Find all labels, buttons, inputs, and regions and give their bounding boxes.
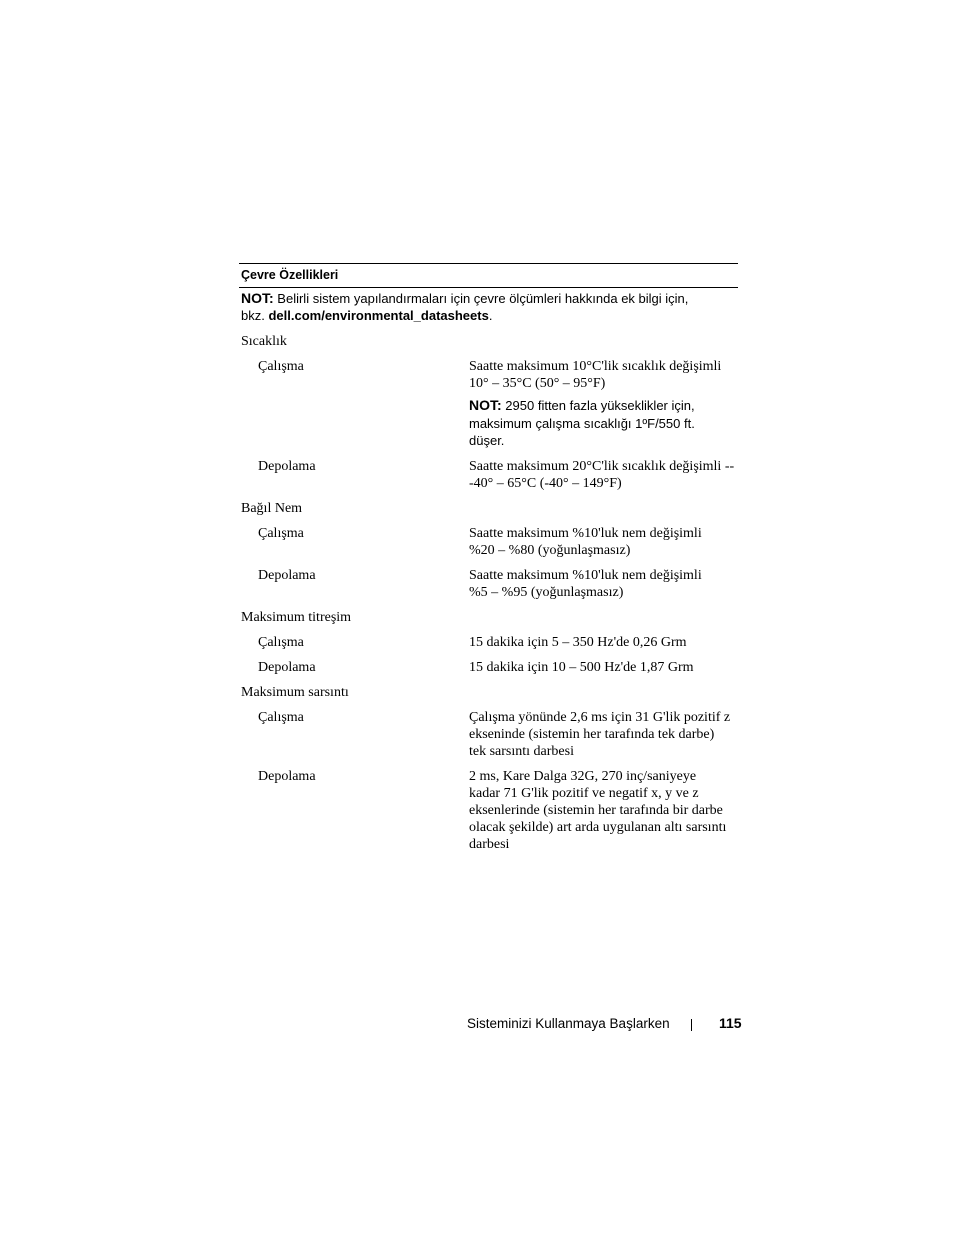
shock-storage-line4: olacak şekilde) art arda uygulanan altı sarsıntı [469,820,727,835]
humidity-storage-line2: %5 – %95 (yoğunlaşmasız) [469,585,624,600]
shock-storage-line1: 2 ms, Kare Dalga 32G, 270 inç/saniyeye [469,769,697,784]
footer-section-title: Sisteminizi Kullanmaya Başlarken [467,1016,670,1031]
altitude-note-label: NOT: [469,397,502,413]
temperature-operating-line2: 10° – 35°C (50° – 95°F) [469,376,606,391]
table-title-bar [239,263,738,288]
humidity-operating-label: Çalışma [258,526,304,541]
shock-operating-line1: Çalışma yönünde 2,6 ms için 31 G'lik pozitif z [469,710,731,725]
temperature-storage-label: Depolama [258,459,316,474]
temperature-operating-line1: Saatte maksimum 10°C'lik sıcaklık değişimli [469,359,722,374]
general-note [241,290,738,324]
temperature-operating-label: Çalışma [258,359,304,374]
altitude-note-line3: düşer. [469,433,505,448]
shock-storage-label: Depolama [258,769,316,784]
datasheet-link[interactable]: dell.com/environmental_datasheets [268,308,489,323]
altitude-note-line2: maksimum çalışma sıcaklığı 1ºF/550 ft. [469,415,695,431]
note-label: NOT: [241,290,274,306]
vibration-label: Maksimum titreşim [241,610,352,625]
temperature-storage-line1: Saatte maksimum 20°C'lik sıcaklık değişimli -- [469,459,735,474]
shock-storage-line3: eksenlerinde (sistemin her tarafında bir darbe [469,803,723,818]
note-line1: Belirli sistem yapılandırmaları için çevre ölçümleri hakkında ek bilgi için, [277,291,689,306]
shock-operating-line2: ekseninde (sistemin her tarafında tek darbe) [469,727,715,742]
note-prefix: bkz. [241,308,265,323]
humidity-operating-line1: Saatte maksimum %10'luk nem değişimli [469,526,702,541]
shock-storage-line2: kadar 71 G'lik pozitif ve negatif x, y ve z [469,786,699,801]
shock-operating-label: Çalışma [258,710,304,725]
shock-label: Maksimum sarsıntı [241,685,349,700]
shock-operating-line3: tek sarsıntı darbesi [469,744,574,759]
table-title: Çevre Özellikleri [241,268,339,282]
shock-storage-line5: darbesi [469,837,510,852]
vibration-operating-label: Çalışma [258,635,304,650]
page-number: 115 [719,1015,742,1031]
humidity-label: Bağıl Nem [241,501,303,516]
temperature-label: Sıcaklık [241,334,287,349]
temperature-storage-line2: -40° – 65°C (-40° – 149°F) [469,476,622,491]
vibration-storage-label: Depolama [258,660,316,675]
footer-divider [691,1019,692,1031]
vibration-storage-line1: 15 dakika için 10 – 500 Hz'de 1,87 Grm [469,660,694,675]
vibration-operating-line1: 15 dakika için 5 – 350 Hz'de 0,26 Grm [469,635,687,650]
altitude-note-line1: 2950 fitten fazla yükseklikler için, [505,398,695,413]
altitude-note [469,397,739,450]
humidity-storage-line1: Saatte maksimum %10'luk nem değişimli [469,568,702,583]
humidity-storage-label: Depolama [258,568,316,583]
note-suffix: . [488,308,493,323]
humidity-operating-line2: %20 – %80 (yoğunlaşmasız) [469,543,631,558]
